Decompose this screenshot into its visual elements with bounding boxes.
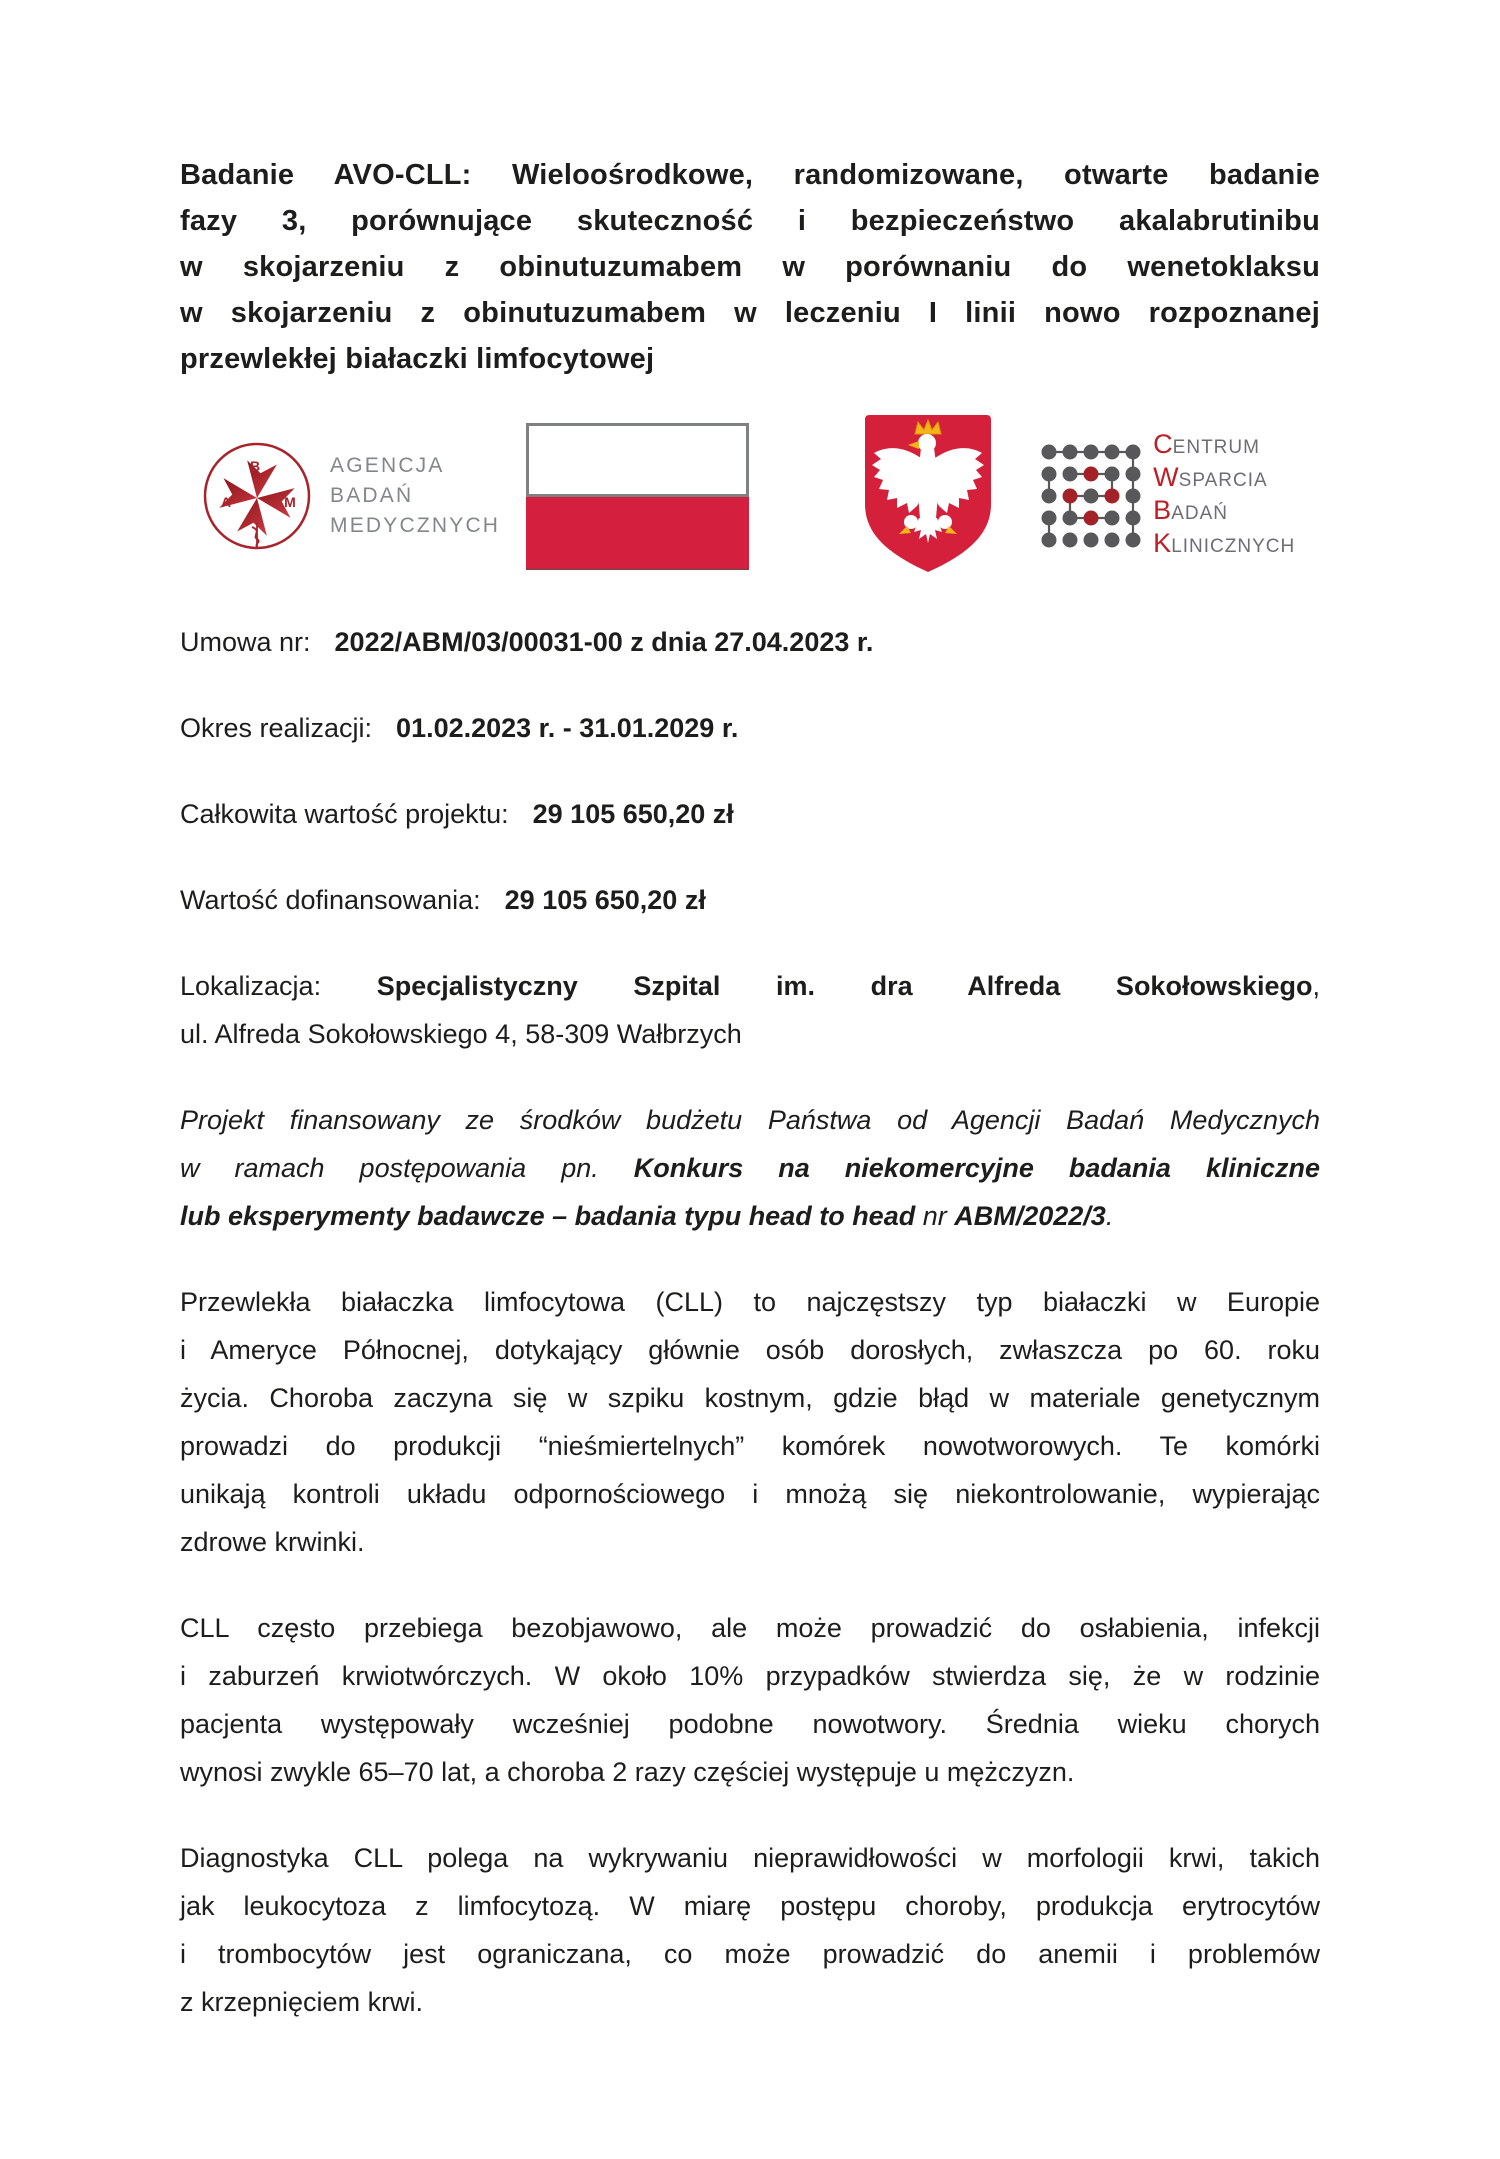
- cwbk-rest: LINICZNYCH: [1171, 536, 1296, 557]
- paragraph-line: i Ameryce Północnej, dotykający głównie osób dorosłych, zwłaszcza po 60. roku: [180, 1335, 1320, 1365]
- funding-note-line: Projekt finansowany ze środków budżetu Państwa od Agencji Badań Medycznych: [180, 1105, 1320, 1135]
- eagle-icon: [861, 412, 995, 576]
- paragraph-cll-symptoms: [180, 1604, 1320, 1796]
- paragraph-cll-overview: [180, 1278, 1320, 1566]
- location-label: Lokalizacja:: [180, 971, 322, 1001]
- paragraph-line: CLL często przebiega bezobjawowo, ale może prowadzić do osłabienia, infekcji: [180, 1613, 1320, 1643]
- location-address: ul. Alfreda Sokołowskiego 4, 58-309 Wałbrzych: [180, 1019, 742, 1049]
- funding-note-line: [180, 1144, 1320, 1192]
- detail-label: Wartość dofinansowania:: [180, 885, 481, 915]
- polish-eagle-emblem: [861, 412, 995, 581]
- abm-letter-a: A: [220, 494, 232, 510]
- title-line: przewlekłej białaczki limfocytowej: [180, 343, 655, 375]
- cwbk-initial: C: [1153, 429, 1173, 459]
- detail-row-funding-value: [180, 876, 1320, 924]
- abm-org-line: MEDYCZNYCH: [330, 514, 501, 537]
- paragraph-line: i trombocytów jest ograniczana, co może prowadzić do anemii i problemów: [180, 1939, 1320, 1969]
- title-line: w skojarzeniu z obinutuzumabem w porównaniu do wenetoklaksu: [180, 251, 1320, 283]
- flag-red-stripe: [526, 497, 749, 570]
- abm-logo: [202, 441, 500, 551]
- cwbk-dot-grid-icon: [1041, 444, 1141, 548]
- paragraph-line: życia. Choroba zaczyna się w szpiku kostnym, gdzie błąd w materiale genetycznym: [180, 1383, 1320, 1413]
- detail-value: 29 105 650,20 zł: [532, 799, 734, 829]
- title-line: w skojarzeniu z obinutuzumabem w leczeniu I linii nowo rozpoznanej: [180, 297, 1320, 329]
- cwbk-org-line: [1153, 463, 1295, 496]
- asclepius-staff-icon: [252, 523, 259, 547]
- cwbk-rest: SPARCIA: [1178, 470, 1268, 491]
- funding-note-bold: Konkurs na niekomercyjne badania kliniczne: [633, 1153, 1320, 1183]
- funding-note-regular: .: [1105, 1201, 1114, 1231]
- cwbk-org-line: [1153, 496, 1295, 529]
- cwbk-org-line: [1153, 529, 1295, 562]
- cwbk-org-line: [1153, 430, 1295, 463]
- paragraph-line: prowadzi do produkcji “nieśmiertelnych” komórek nowotworowych. Te komórki: [180, 1431, 1320, 1461]
- detail-label: Całkowita wartość projektu:: [180, 799, 509, 829]
- funding-note-line: [180, 1192, 1320, 1240]
- cwbk-initial: K: [1153, 528, 1172, 558]
- paragraph-cll-diagnostics: [180, 1834, 1320, 2026]
- location-comma: ,: [1312, 971, 1320, 1001]
- paragraph-line: Przewlekła białaczka limfocytowa (CLL) to najczęstszy typ białaczki w Europie: [180, 1287, 1320, 1317]
- abm-maltese-cross-icon: [202, 441, 312, 551]
- abm-org-line: BADAŃ: [330, 484, 414, 507]
- funding-note-bold: ABM/2022/3: [954, 1201, 1106, 1231]
- funding-note-regular: w ramach postępowania pn.: [180, 1153, 599, 1183]
- abm-letter-b: B: [249, 458, 261, 474]
- paragraph-line: pacjenta występowały wcześniej podobne nowotwory. Średnia wieku chorych: [180, 1709, 1320, 1739]
- paragraph-line: i zaburzeń krwiotwórczych. W około 10% przypadków stwierdza się, że w rodzinie: [180, 1661, 1320, 1691]
- polish-flag: [526, 423, 749, 570]
- cwbk-rest: ADAŃ: [1171, 503, 1228, 524]
- funding-note: [180, 1096, 1320, 1240]
- cwbk-initial: W: [1153, 462, 1179, 492]
- abm-letter-m: M: [284, 494, 296, 510]
- abm-org-name: [330, 451, 500, 541]
- funding-note-regular: nr: [915, 1201, 955, 1231]
- logo-strip: [180, 414, 1320, 578]
- paragraph-line: zdrowe krwinki.: [180, 1527, 365, 1557]
- detail-label: Okres realizacji:: [180, 713, 373, 743]
- abm-org-line: AGENCJA: [330, 454, 445, 477]
- title-line: fazy 3, porównujące skuteczność i bezpieczeństwo akalabrutinibu: [180, 205, 1320, 237]
- detail-row-location: [180, 962, 1320, 1058]
- page-title: [180, 152, 1320, 382]
- detail-row-total-value: [180, 790, 1320, 838]
- cwbk-rest: ENTRUM: [1172, 437, 1260, 458]
- paragraph-line: z krzepnięciem krwi.: [180, 1987, 424, 2017]
- cwbk-initial: B: [1153, 495, 1172, 525]
- title-line: Badanie AVO-CLL: Wieloośrodkowe, randomizowane, otwarte badanie: [180, 159, 1320, 191]
- cwbk-logo: [1041, 430, 1295, 562]
- paragraph-line: jak leukocytoza z limfocytozą. W miarę postępu choroby, produkcja erytrocytów: [180, 1891, 1320, 1921]
- location-line: [180, 962, 1320, 1010]
- cwbk-org-name: [1153, 430, 1295, 562]
- paragraph-line: Diagnostyka CLL polega na wykrywaniu nieprawidłowości w morfologii krwi, takich: [180, 1843, 1320, 1873]
- detail-value: 01.02.2023 r. - 31.01.2029 r.: [396, 713, 739, 743]
- detail-value: 29 105 650,20 zł: [504, 885, 706, 915]
- funding-note-bold: lub eksperymenty badawcze – badania typu head to head: [180, 1201, 916, 1231]
- detail-row-realization-period: [180, 704, 1320, 752]
- detail-value: 2022/ABM/03/00031-00 z dnia 27.04.2023 r.: [334, 627, 874, 657]
- location-facility: Specjalistyczny Szpital im. dra Alfreda Sokołowskiego: [376, 971, 1313, 1001]
- paragraph-line: wynosi zwykle 65–70 lat, a choroba 2 razy częściej występuje u mężczyzn.: [180, 1757, 1075, 1787]
- detail-row-contract-number: [180, 618, 1320, 666]
- detail-label: Umowa nr:: [180, 627, 311, 657]
- flag-white-stripe: [526, 423, 749, 497]
- project-details: [180, 618, 1320, 1240]
- paragraph-line: unikają kontroli układu odpornościowego i mnożą się niekontrolowanie, wypierając: [180, 1479, 1320, 1509]
